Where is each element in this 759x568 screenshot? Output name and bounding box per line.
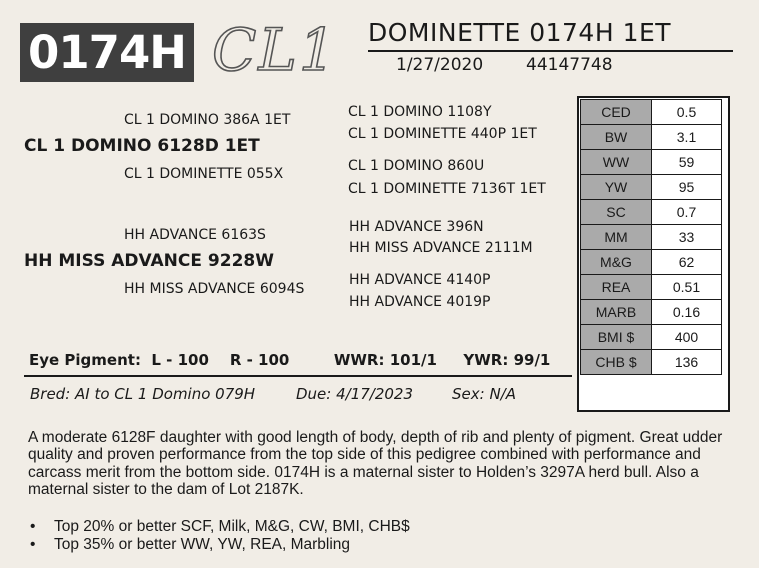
- epd-value: 136: [652, 350, 722, 375]
- lot-number: 0174H: [20, 23, 194, 82]
- epd-row: [581, 125, 722, 150]
- animal-title: DOMINETTE 0174H 1ET: [368, 18, 733, 52]
- list-item: • Top 35% or better WW, YW, REA, Marbling: [30, 536, 351, 553]
- registration-number: 44147748: [526, 55, 613, 75]
- dam-sire-dam: HH MISS ADVANCE 2111M: [349, 240, 533, 256]
- highlights-list: [30, 518, 410, 554]
- epd-label: MM: [581, 225, 652, 250]
- cl1-logo: [208, 10, 353, 82]
- epd-value: 0.16: [652, 300, 722, 325]
- due-date: Due: 4/17/2023: [296, 385, 414, 403]
- epd-row: [581, 225, 722, 250]
- epd-label: CED: [581, 100, 652, 125]
- svg-text:CL1: CL1: [212, 16, 338, 82]
- epd-row: [581, 250, 722, 275]
- epd-value: 59: [652, 150, 722, 175]
- sire-sire-dam: CL 1 DOMINETTE 440P 1ET: [348, 126, 537, 142]
- highlight-text: Top 20% or better SCF, Milk, M&G, CW, BMI, CHB$: [54, 518, 410, 535]
- sire-dam-sire: CL 1 DOMINO 860U: [348, 158, 485, 174]
- epd-row: [581, 300, 722, 325]
- epd-label: MARB: [581, 300, 652, 325]
- epd-label: YW: [581, 175, 652, 200]
- dam-dam-dam: HH ADVANCE 4019P: [349, 294, 491, 310]
- divider: [24, 375, 572, 377]
- epd-label: SC: [581, 200, 652, 225]
- epd-value: 0.7: [652, 200, 722, 225]
- epd-row: [581, 275, 722, 300]
- epd-value: 95: [652, 175, 722, 200]
- eye-pigment-line: [29, 351, 550, 369]
- epd-label: M&G: [581, 250, 652, 275]
- dam-dam: HH MISS ADVANCE 6094S: [124, 281, 305, 297]
- sex: Sex: N/A: [452, 385, 516, 403]
- epd-row: [581, 175, 722, 200]
- dam-sire-sire: HH ADVANCE 396N: [349, 219, 484, 235]
- epd-value: 400: [652, 325, 722, 350]
- highlight-text: Top 35% or better WW, YW, REA, Marbling: [54, 536, 351, 553]
- epd-label: BMI $: [581, 325, 652, 350]
- sire-dam-dam: CL 1 DOMINETTE 7136T 1ET: [348, 181, 546, 197]
- epd-value: 62: [652, 250, 722, 275]
- epd-row: [581, 350, 722, 375]
- epd-row: [581, 325, 722, 350]
- sire: CL 1 DOMINO 6128D 1ET: [24, 136, 260, 156]
- epd-value: 33: [652, 225, 722, 250]
- epd-row: [581, 150, 722, 175]
- ywr: YWR: 99/1: [463, 351, 551, 369]
- epd-value: 0.51: [652, 275, 722, 300]
- dam-dam-sire: HH ADVANCE 4140P: [349, 272, 491, 288]
- eye-pigment: Eye Pigment: L - 100 R - 100: [29, 351, 290, 369]
- epd-label: WW: [581, 150, 652, 175]
- epd-value: 3.1: [652, 125, 722, 150]
- dam-sire: HH ADVANCE 6163S: [124, 227, 266, 243]
- wwr: WWR: 101/1: [333, 351, 437, 369]
- sire-sire-sire: CL 1 DOMINO 1108Y: [348, 104, 492, 120]
- epd-value: 0.5: [652, 100, 722, 125]
- epd-table: [580, 99, 722, 375]
- epd-row: [581, 200, 722, 225]
- epd-row: [581, 100, 722, 125]
- birth-date: 1/27/2020: [396, 55, 484, 75]
- epd-label: REA: [581, 275, 652, 300]
- dam: HH MISS ADVANCE 9228W: [24, 251, 274, 271]
- list-item: • Top 20% or better SCF, Milk, M&G, CW, BMI, CHB$: [30, 518, 410, 535]
- epd-label: BW: [581, 125, 652, 150]
- bred-info: Bred: AI to CL 1 Domino 079H: [30, 385, 256, 403]
- sire-sire: CL 1 DOMINO 386A 1ET: [124, 112, 291, 128]
- description: A moderate 6128F daughter with good length of body, depth of rib and plenty of pigment. Great udder quality and proven performance from the top side of this pedigree combined with performance and carcass merit from the bottom side. 0174H is a maternal sister to Holden’s 3297A herd bull. Also a maternal sister to the dam of Lot 2187K.: [28, 429, 723, 498]
- epd-label: CHB $: [581, 350, 652, 375]
- sire-dam: CL 1 DOMINETTE 055X: [124, 166, 284, 182]
